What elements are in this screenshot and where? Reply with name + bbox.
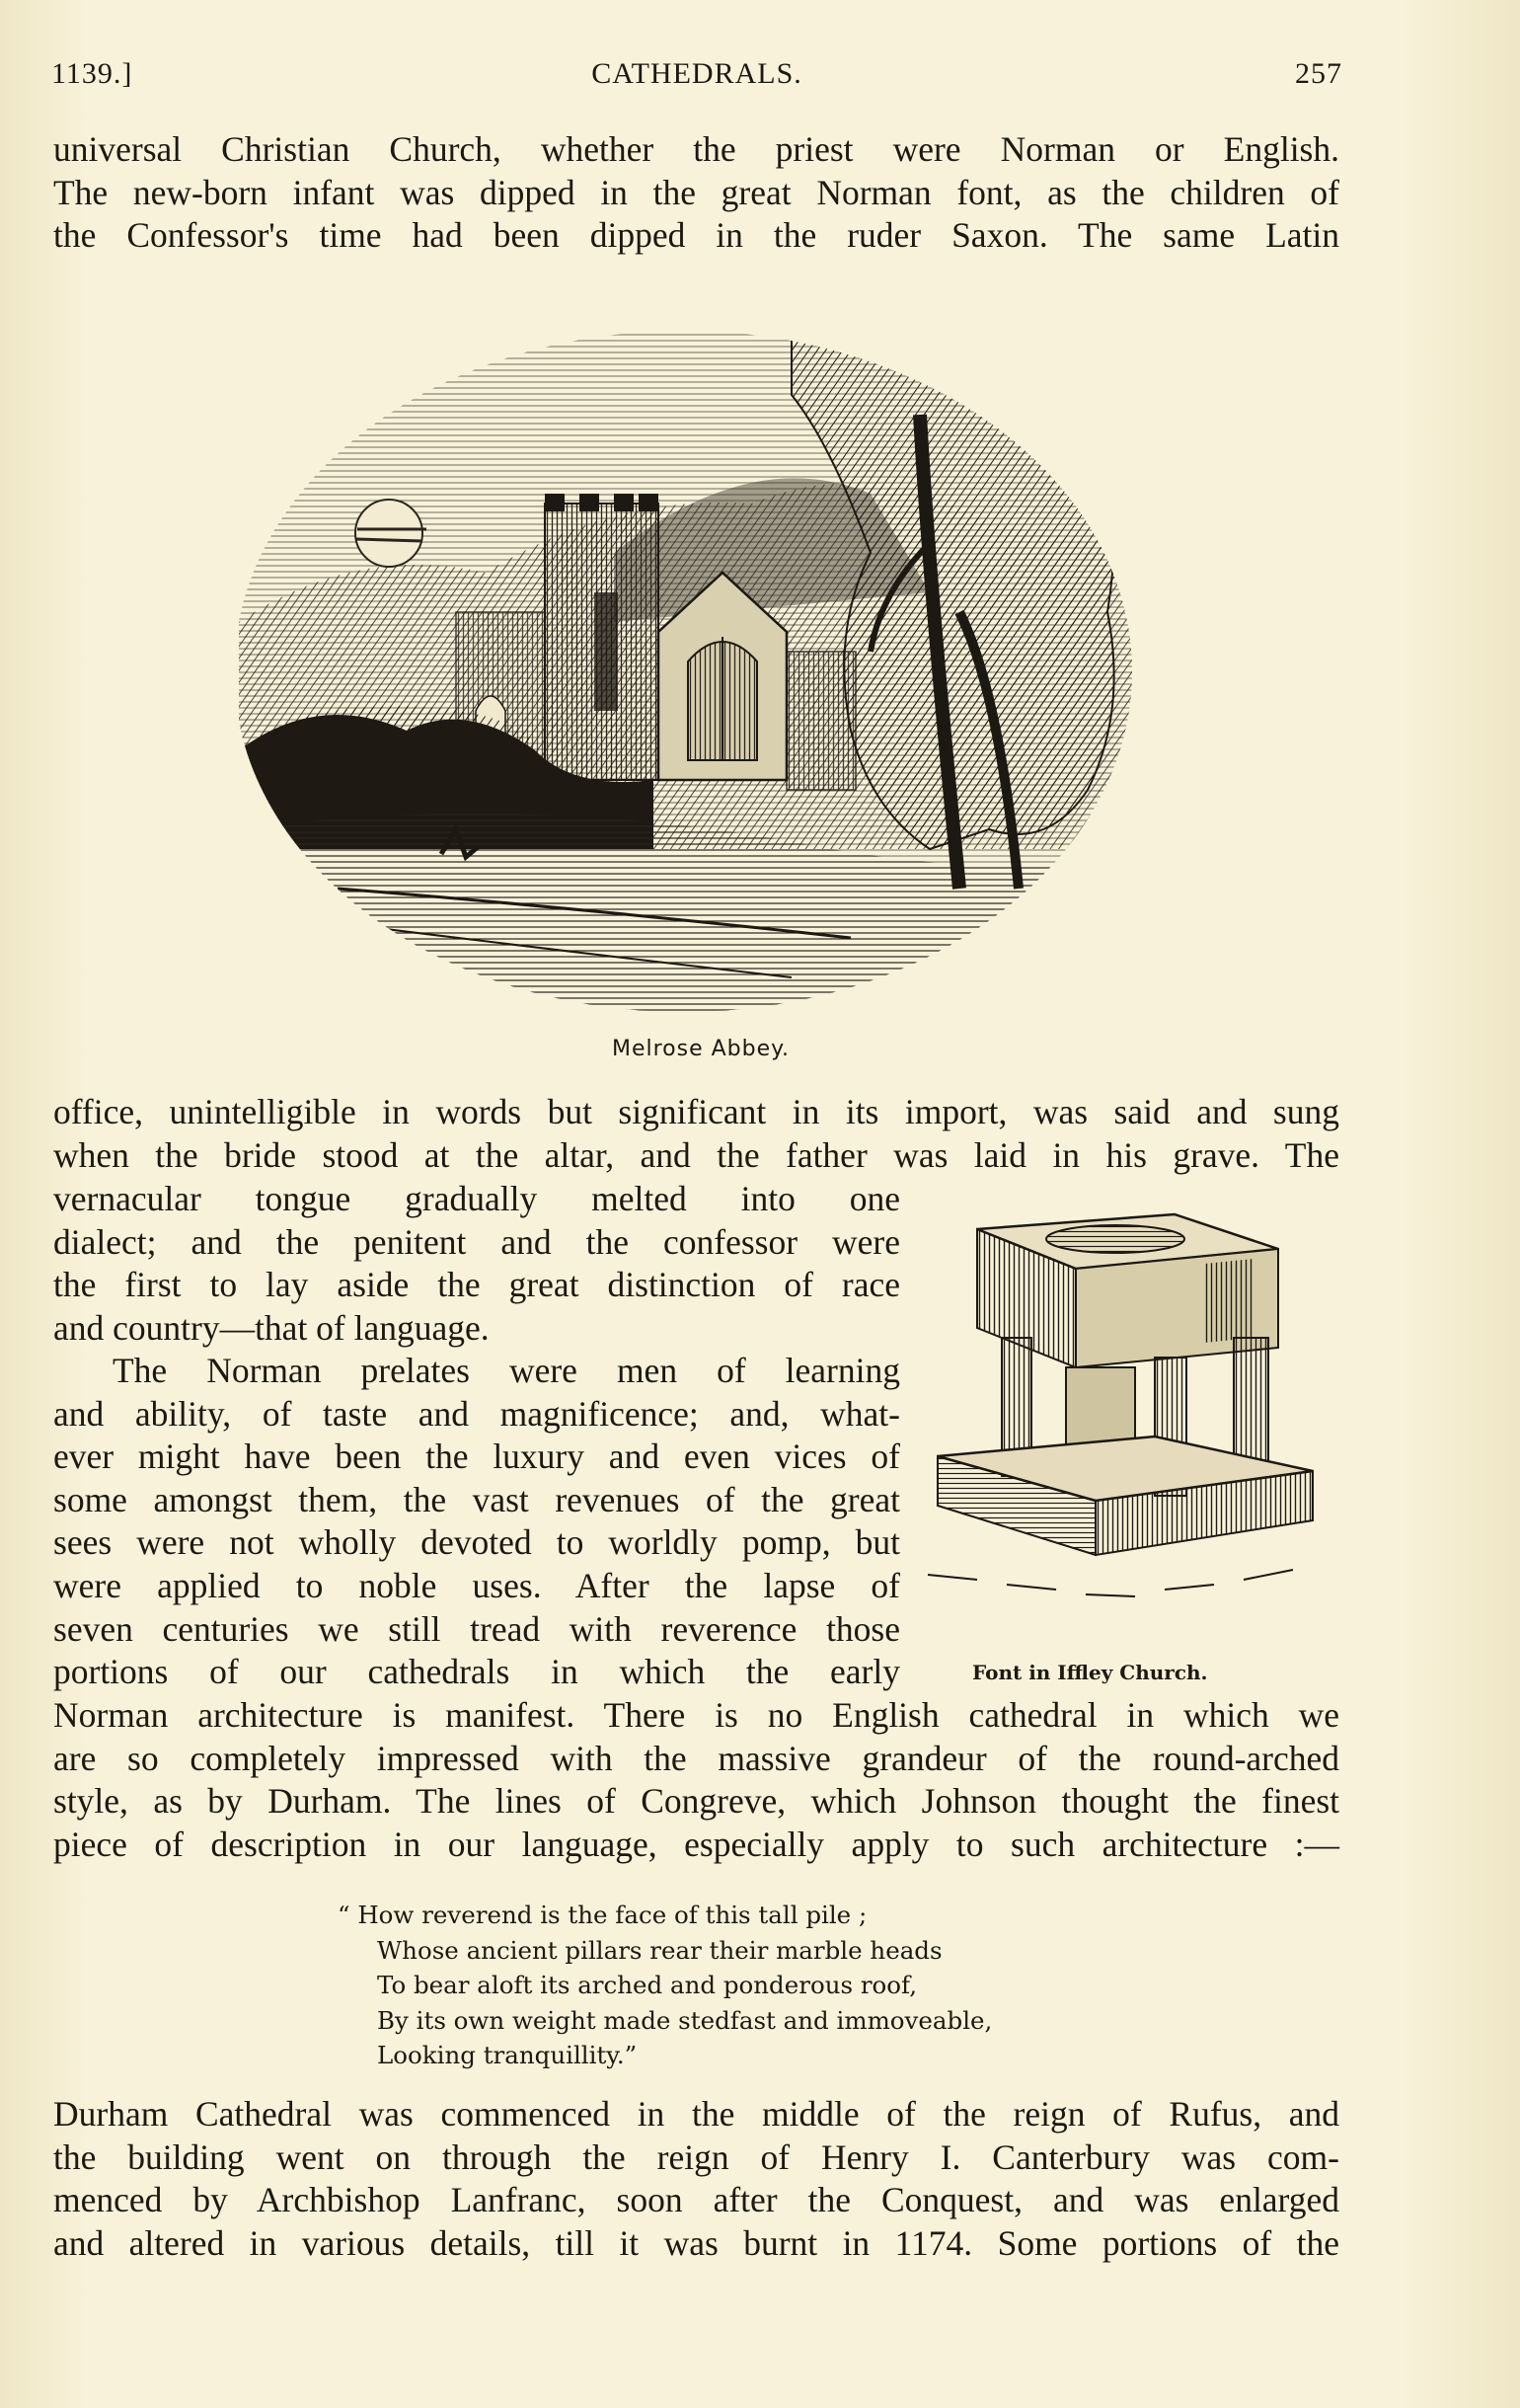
text-line: the first to lay aside the great distinction of race <box>53 1265 900 1305</box>
verse-line: To bear aloft its arched and ponderous roof, <box>377 1971 918 1999</box>
congreve-quotation <box>338 1898 992 2073</box>
text-line: and altered in various details, till it was burnt in 1174. Some portions of the <box>53 2222 1339 2263</box>
text-line: The Norman prelates were men of learning <box>113 1351 900 1390</box>
figure-caption-melrose: Melrose Abbey. <box>611 1037 791 1061</box>
text-line: are so completely impressed with the massive grandeur of the round-arched <box>53 1738 1339 1778</box>
paragraph-narrow-2 <box>53 1350 900 1694</box>
figure-caption-font: Font in Iffley Church. <box>972 1661 1208 1684</box>
text-line: Durham Cathedral was commenced in the middle of the reign of Rufus, and <box>53 2094 1339 2134</box>
melrose-abbey-engraving <box>239 296 1147 1027</box>
text-line: sees were not wholly devoted to worldly pomp, but <box>53 1522 900 1563</box>
text-line: style, as by Durham. The lines of Congreve, which Johnson thought the finest <box>53 1781 1339 1822</box>
iffley-font-engraving <box>918 1190 1347 1614</box>
text-line: seven centuries we still tread with reverence those <box>53 1608 900 1649</box>
page-number: 257 <box>1295 57 1342 90</box>
text-line: the building went on through the reign of Henry I. Canterbury was com- <box>53 2136 1339 2177</box>
text-line: dialect; and the penitent and the confessor were <box>53 1221 900 1262</box>
text-line: Norman architecture is manifest. There is no English cathedral in which we <box>53 1695 1339 1735</box>
header-title: CATHEDRALS. <box>591 57 802 90</box>
text-line: were applied to noble uses. After the lapse of <box>53 1565 900 1605</box>
header-year: 1139.] <box>51 57 133 90</box>
text-line: The new-born infant was dipped in the great Norman font, as the children of <box>53 172 1339 212</box>
text-line: office, unintelligible in words but significant in its import, was said and sung <box>53 1092 1339 1131</box>
text-line: menced by Archbishop Lanfranc, soon after the Conquest, and was enlarged <box>53 2180 1339 2220</box>
text-line: when the bride stood at the altar, and the father was laid in his grave. The <box>53 1134 1339 1175</box>
text-line: piece of description in our language, especially apply to such architecture :— <box>53 1824 1339 1864</box>
text-line: and country—that of language. <box>53 1307 490 1348</box>
text-line: ever might have been the luxury and even vices of <box>53 1437 900 1477</box>
paragraph-durham <box>53 1694 1339 1866</box>
text-line: vernacular tongue gradually melted into one <box>53 1179 900 1218</box>
verse-line: By its own weight made stedfast and immoveable, <box>377 2005 993 2035</box>
paragraph-narrow-1 <box>53 1178 900 1350</box>
verse-line: Looking tranquillity.” <box>377 2041 638 2069</box>
paragraph-bottom <box>53 2093 1339 2265</box>
text-line: the Confessor's time had been dipped in the ruder Saxon. The same Latin <box>53 215 1339 256</box>
verse-line: “ How reverend is the face of this tall pile ; <box>338 1901 868 1929</box>
paragraph-top <box>53 128 1339 258</box>
text-line: portions of our cathedrals in which the early <box>53 1652 900 1692</box>
verse-line: Whose ancient pillars rear their marble heads <box>377 1935 943 1965</box>
text-line: universal Christian Church, whether the priest were Norman or English. <box>53 129 1339 169</box>
paragraph-continued <box>53 1091 1339 1177</box>
text-line: and ability, of taste and magnificence; and, what- <box>53 1393 900 1434</box>
text-line: some amongst them, the vast revenues of the great <box>53 1479 900 1519</box>
running-head <box>51 57 1342 107</box>
